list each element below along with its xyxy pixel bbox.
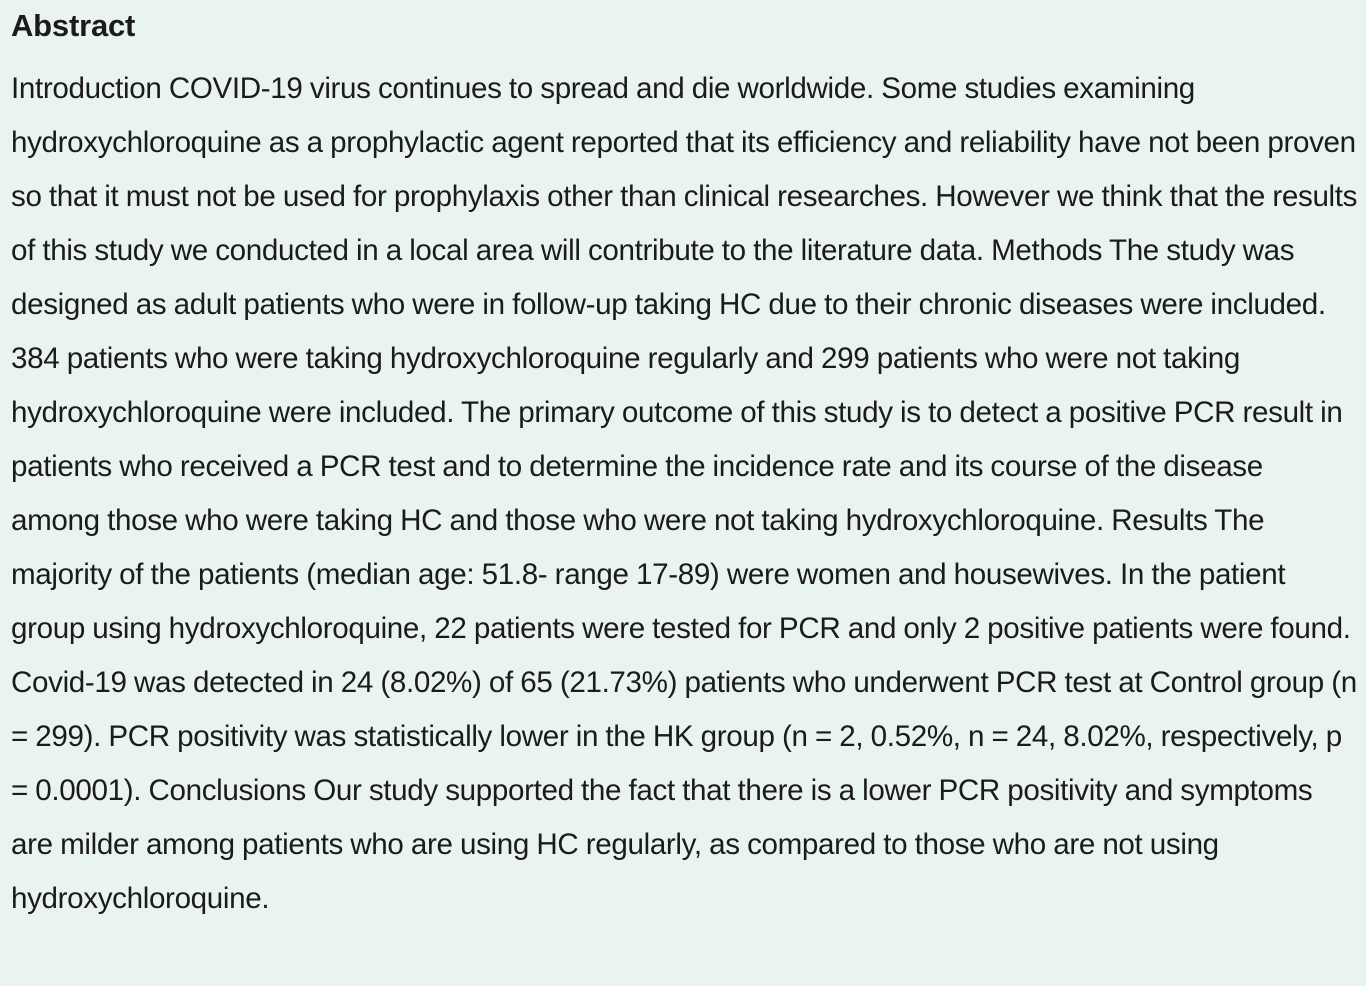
abstract-text: Introduction COVID-19 virus continues to spread and die worldwide. Some studies examining hydroxychloroquine as a prophylactic agent reported that its efficiency and reliability have not been proven so that it must not be used for prophylaxis other than clinical researches. However we think that the results of this study we conducted in a local area will contribute to the literature data. Methods The study was designed as adult patients who were in follow-up taking HC due to their chronic diseases were included. 384 patients who were taking hydroxychloroquine regularly and 299 patients who were not taking hydroxychloroquine were included. The primary outcome of this study is to detect a positive PCR result in patients who received a PCR test and to determine the incidence rate and its course of the disease among those who were taking HC and those who were not taking hydroxychloroquine. Results The majority of the patients (median age: 51.8- range 17-89) were women and housewives. In the patient group using hydroxychloroquine, 22 patients were tested for PCR and only 2 positive patients were found. Covid-19 was detected in 24 (8.02%) of 65 (21.73%) patients who underwent PCR test at Control group (n = 299). PCR positivity was statistically lower in the HK group (n = 2, 0.52%, n = 24, 8.02%, respectively, p = 0.0001). Conclusions Our study supported the fact that there is a lower PCR positivity and symptoms are milder among patients who are using HC regularly, as compared to those who are not using hydroxychloroquine. bbox=[11, 72, 1358, 915]
abstract-heading: Abstract bbox=[11, 8, 136, 43]
